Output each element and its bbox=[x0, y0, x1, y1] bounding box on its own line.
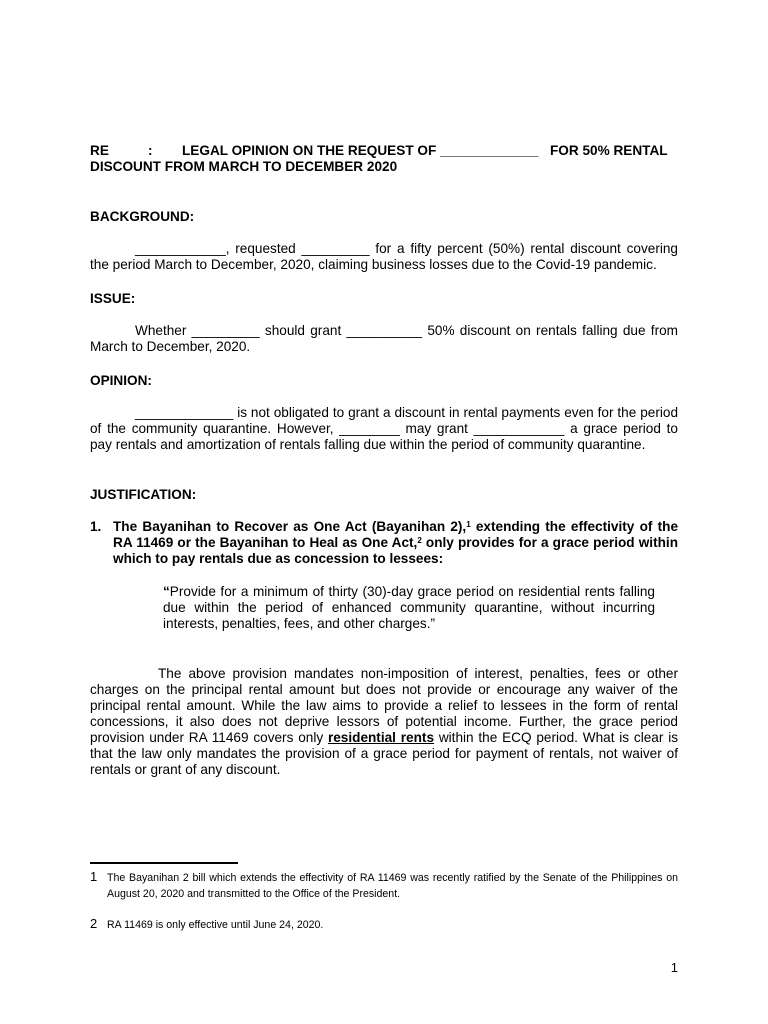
issue-text: Whether _________ should grant __________ 50% discount on rentals falling due from March to December, 2020. bbox=[90, 323, 678, 354]
list-item-text-part: extending the effectivity of the RA 11469 or the Bayanihan to Heal as One Act, bbox=[113, 519, 678, 550]
list-item-text-part: The Bayanihan to Recover as One Act (Bayanihan 2), bbox=[113, 519, 467, 534]
footnote-1-number: 1 bbox=[90, 869, 98, 884]
analysis-text: The above provision mandates non-imposition of interest, penalties, fees or other charges on the principal rental amount but does not provide or encourage any waiver of the principal rental amount. While the law aims to provide a relief to lessees in the form of rental concessions, it also does not deprive lessors of potential income. Further, the grace period provision under RA 11469 covers only bbox=[90, 666, 678, 745]
highlighted-term: residential rents bbox=[327, 730, 435, 745]
title-line-2: DISCOUNT FROM MARCH TO DECEMBER 2020 bbox=[90, 159, 398, 174]
footnote-2-text: RA 11469 is only effective until June 24, 2020. bbox=[107, 919, 324, 931]
opinion-heading: OPINION: bbox=[90, 373, 152, 388]
title-re: RE bbox=[90, 143, 109, 158]
background-paragraph bbox=[90, 241, 678, 273]
title-colon: : bbox=[148, 143, 153, 158]
issue-paragraph bbox=[90, 323, 678, 355]
list-item-number: 1. bbox=[90, 519, 102, 534]
footnote-2-number: 2 bbox=[90, 916, 98, 931]
justification-heading: JUSTIFICATION: bbox=[90, 487, 197, 502]
title-text: LEGAL OPINION ON THE REQUEST OF _____________ bbox=[182, 143, 539, 158]
footnote-ref-1[interactable]: 1 bbox=[466, 520, 471, 529]
issue-heading: ISSUE: bbox=[90, 291, 136, 306]
footnote-ref-2[interactable]: 2 bbox=[417, 536, 422, 545]
quote-open-mark: “ bbox=[163, 584, 170, 599]
opinion-paragraph bbox=[90, 405, 678, 453]
quoted-provision bbox=[163, 584, 655, 632]
background-heading: BACKGROUND: bbox=[90, 209, 195, 224]
footnote-1-text: The Bayanihan 2 bill which extends the effectivity of RA 11469 was recently ratified by the Senate of the Philippines on August 20, 2020 and transmitted to the Office of the President. bbox=[107, 872, 678, 900]
footnote-separator bbox=[90, 862, 238, 864]
title-text-end: FOR 50% RENTAL bbox=[550, 143, 668, 158]
document-title bbox=[90, 143, 678, 159]
list-item-text bbox=[113, 519, 678, 567]
analysis-text: within the ECQ period. What is clear is that the law only mandates the provision of a grace period for payment of rentals, not waiver of rentals or grant of any discount. bbox=[90, 730, 679, 777]
list-item-text-part: only provides for a grace period within which to pay rentals due as concession to lessees: bbox=[113, 535, 678, 566]
analysis-paragraph bbox=[90, 666, 678, 778]
page-number: 1 bbox=[670, 960, 678, 975]
background-text: ____________, requested _________ for a fifty percent (50%) rental discount covering the period March to December, 2020, claiming business losses due to the Covid-19 pandemic. bbox=[90, 241, 678, 272]
quote-text: Provide for a minimum of thirty (30)-day grace period on residential rents falling due within the period of enhanced community quarantine, without incurring interests, penalties, fees, and other charges.” bbox=[163, 584, 655, 631]
opinion-text: _____________ is not obligated to grant a discount in rental payments even for the period of the community quarantine. However, ________ may grant ____________ a grace period to pay rentals and amortization of rentals falling due within the period of community quarantine. bbox=[90, 405, 678, 452]
